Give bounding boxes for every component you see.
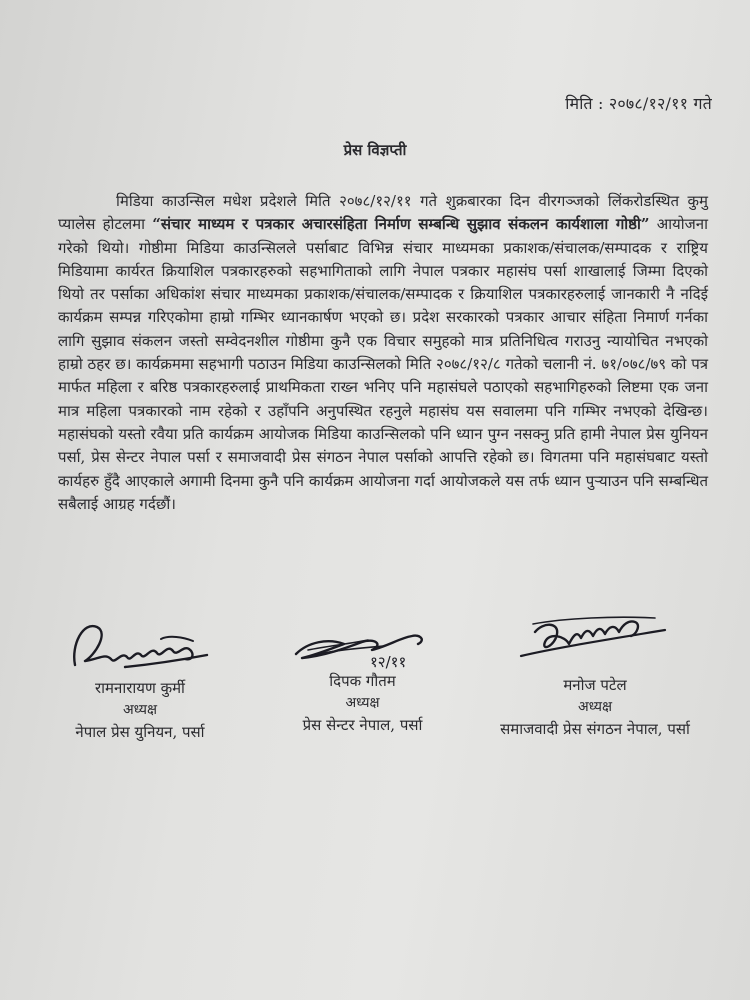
- event-name: “संचार माध्यम र पत्रकार अचारसंहिता निर्माण सम्बन्धि सुझाव संकलन कार्यशाला गोष्ठी”: [152, 215, 650, 234]
- signatory-3-name: मनोज पटेल: [563, 676, 627, 694]
- document-heading: प्रेस विज्ञप्ती: [343, 141, 407, 159]
- body-text-part-2: आयोजना गरेको थियो। गोष्ठीमा मिडिया काउन्सिलले पर्साबाट विभिन्न संचार माध्यमका प्रकाशक/संचालक/सम्पादक र राष्ट्रिय मिडियामा कार्यरत क्रियाशिल पत्रकारहरुको सहभागिताको लागि नेपाल पत्रकार महासंघ पर्सा शाखालाई जिम्मा दिएको थियो तर पर्साका अधिकांश संचार माध्यमका प्रकाशक/संचालक/सम्पादक र क्रियाशिल पत्रकारहरुलाई जानकारी नै नदिई कार्यक्रम सम्पन्न गरिएकोमा हाम्रो गम्भिर ध्यानकार्षण भएको छ। प्रदेश सरकारको पत्रकार आचार संहिता निमार्ण गर्नका लागि सुझाव संकलन जस्तो सम्वेदनशील गोष्ठीमा कुनै एक विचार समुहको मात्र प्रतिनिधित्व गराउनु न्यायोचित नभएको हाम्रो ठहर छ। कार्यक्रममा सहभागी पठाउन मिडिया काउन्सिलको मिति २०७८/१२/८ गतेको चलानी नं. ७१/०७८/७९ को पत्र मार्फत महिला र बरिष्ठ पत्रकारहरुलाई प्राथमिकता राख्न भनिए पनि महासंघले पठाएको सहभागिहरुको लिष्टमा एक जना मात्र महिला पत्रकारको नाम रहेको र उहाँपनि अनुपस्थित रहनुले महासंघ यस सवालमा पनि गम्भिर नभएको देखिन्छ। महासंघको यस्तो रवैया प्रति कार्यक्रम आयोजक मिडिया काउन्सिलको पनि ध्यान पुग्न नसक्नु प्रति हामी नेपाल प्रेस युनियन पर्सा, प्रेस सेन्टर नेपाल पर्सा र समाजवादी प्रेस संगठन नेपाल पर्साको आपत्ति रहेको छ। विगतमा पनि महासंघबाट यस्तो कार्यहरु हुँदै आएकाले अगामी दिनमा कुनै पनि कार्यक्रम आयोजना गर्दा आयोजकले यस तर्फ ध्यान पुऱ्याउन पनि सम्बन्धित सबैलाई आग्रह गर्दछौं।: [58, 215, 708, 513]
- body-paragraph-text: [58, 190, 708, 516]
- signature-3: [515, 612, 675, 674]
- signatory-2-organization: प्रेस सेन्टर नेपाल, पर्सा: [302, 716, 423, 734]
- signatory-2: [280, 620, 445, 736]
- body-text-part-1: मिडिया काउन्सिल मधेश प्रदेशले मिति २०७८/१२/११ गते शुक्रबारका दिन वीरगञ्जको लिंकरोडस्थित कुमु प्यालेस होटलमा: [58, 192, 708, 234]
- signatory-1: [55, 615, 225, 743]
- signature-1: [65, 615, 215, 677]
- signatory-3: [470, 612, 720, 740]
- signatory-3-organization: समाजवादी प्रेस संगठन नेपाल, पर्सा: [500, 720, 690, 738]
- signatory-1-name: रामनारायण कुर्मी: [95, 679, 185, 697]
- signature-2: [288, 620, 438, 670]
- body-paragraph: [58, 190, 708, 516]
- signatory-1-title: अध्यक्ष: [122, 702, 158, 718]
- signatory-3-title: अध्यक्ष: [577, 699, 613, 715]
- signatory-1-organization: नेपाल प्रेस युनियन, पर्सा: [75, 723, 205, 741]
- signatory-2-name: दिपक गौतम: [329, 672, 396, 690]
- signatory-2-title: अध्यक्ष: [345, 695, 380, 711]
- date-line: मिति : २०७८/१२/११ गते: [565, 94, 712, 113]
- signature-2-date-note: १२/११: [369, 653, 406, 670]
